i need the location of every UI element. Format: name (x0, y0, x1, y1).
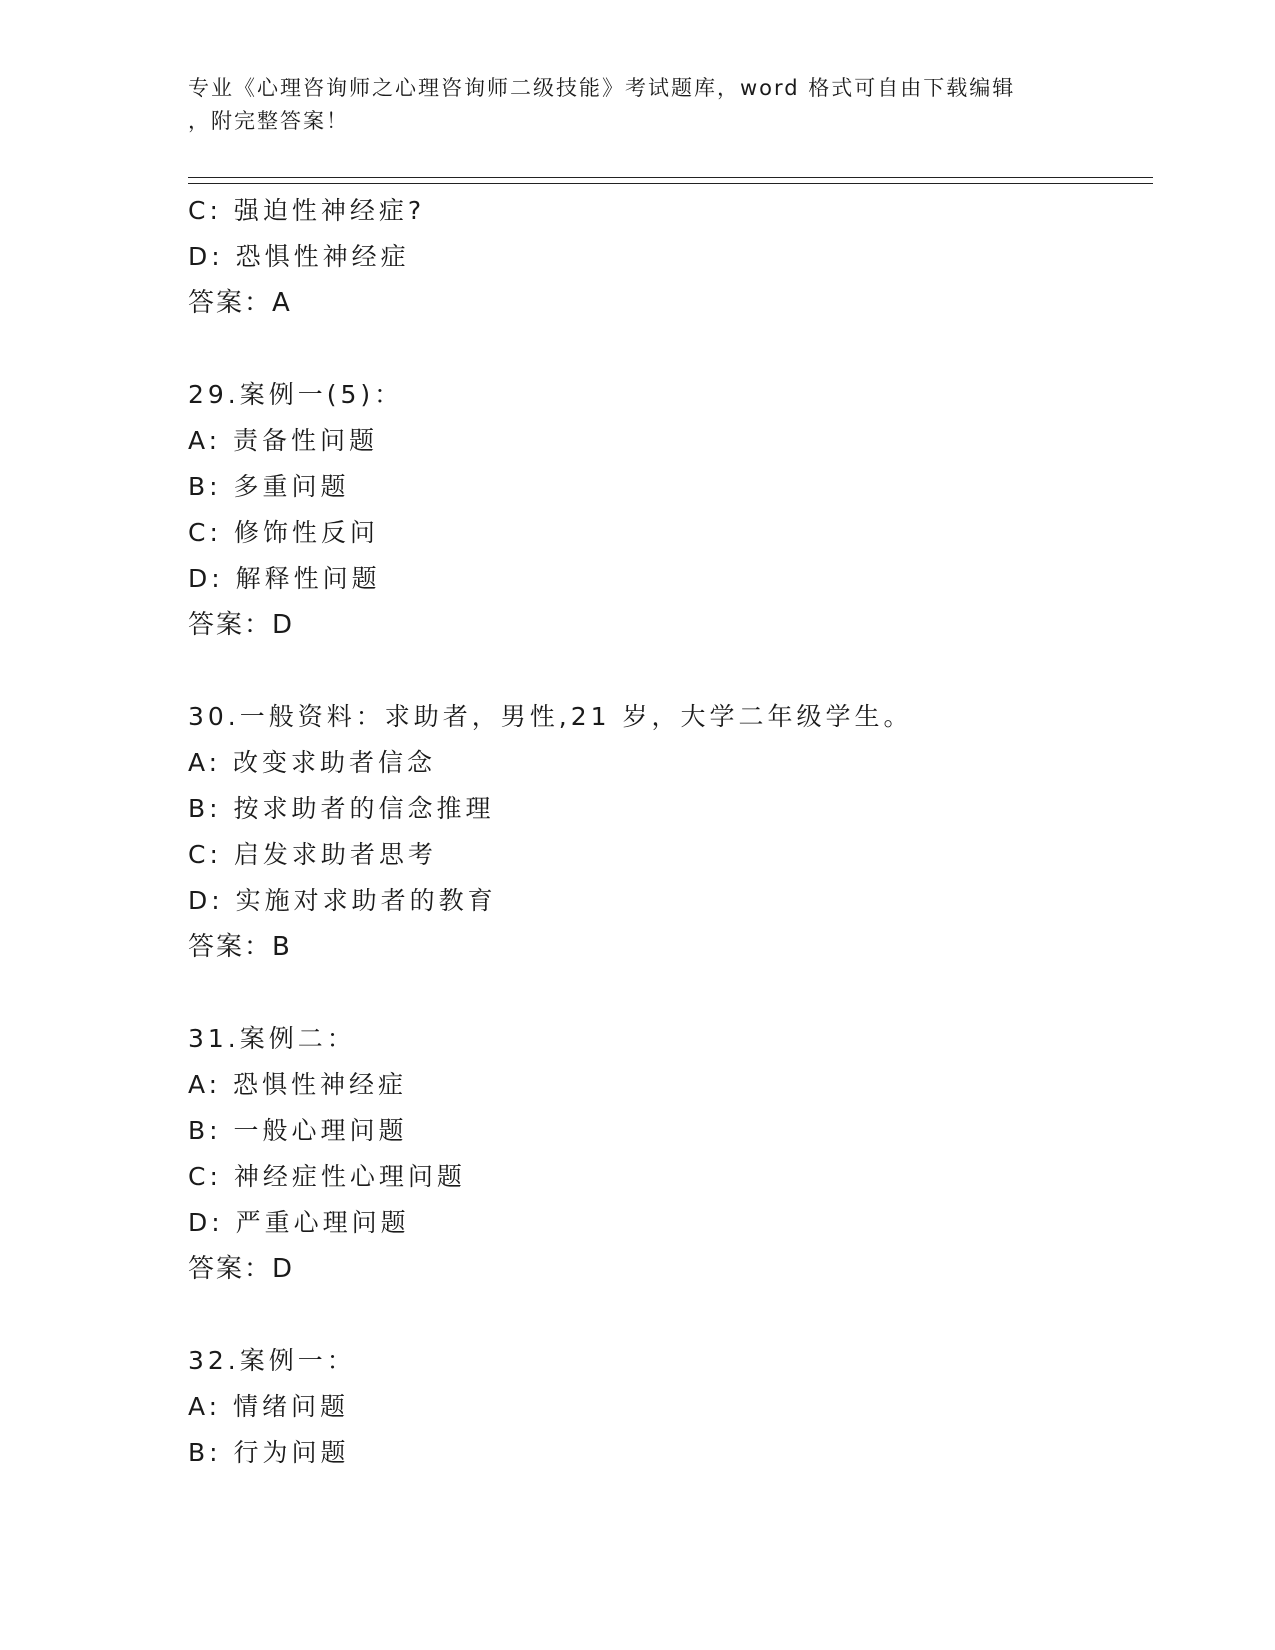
option-d: D: 严重心理问题 (188, 1208, 410, 1237)
answer-line: 答案：B (188, 932, 292, 962)
header-divider-top (188, 177, 1153, 178)
answer-line: 答案：D (188, 610, 295, 640)
question-stem: 32.案例一： (188, 1346, 356, 1375)
question-31 (188, 1016, 1168, 1292)
question-list (188, 188, 1168, 1476)
option-a: A: 恐惧性神经症 (188, 1070, 408, 1099)
question-stem: 30.一般资料：求助者，男性,21 岁，大学二年级学生。 (188, 702, 913, 731)
option-a: A: 责备性问题 (188, 426, 379, 455)
answer-line: 答案：D (188, 1254, 295, 1284)
question-32 (188, 1338, 1168, 1476)
option-c: C: 强迫性神经症? (188, 196, 426, 225)
option-d: D: 实施对求助者的教育 (188, 886, 497, 915)
header-divider-bottom (188, 183, 1153, 184)
header-line-1: 专业《心理咨询师之心理咨询师二级技能》考试题库，word 格式可自由下载编辑 (188, 76, 1016, 100)
question-29 (188, 372, 1168, 648)
question-30 (188, 694, 1168, 970)
continued-question (188, 188, 1168, 326)
option-b: B: 行为问题 (188, 1438, 350, 1467)
option-a: A: 改变求助者信念 (188, 748, 437, 777)
option-d: D: 解释性问题 (188, 564, 381, 593)
option-a: A: 情绪问题 (188, 1392, 350, 1421)
option-c: C: 启发求助者思考 (188, 840, 437, 869)
question-stem: 29.案例一(5)： (188, 380, 404, 409)
question-stem: 31.案例二： (188, 1024, 356, 1053)
option-b: B: 一般心理问题 (188, 1116, 408, 1145)
document-header (188, 72, 1088, 138)
answer-line: 答案：A (188, 288, 292, 318)
option-d: D: 恐惧性神经症 (188, 242, 410, 271)
option-c: C: 修饰性反问 (188, 518, 379, 547)
option-b: B: 多重问题 (188, 472, 350, 501)
option-c: C: 神经症性心理问题 (188, 1162, 466, 1191)
header-line-2: ，附完整答案！ (188, 109, 349, 133)
option-b: B: 按求助者的信念推理 (188, 794, 495, 823)
